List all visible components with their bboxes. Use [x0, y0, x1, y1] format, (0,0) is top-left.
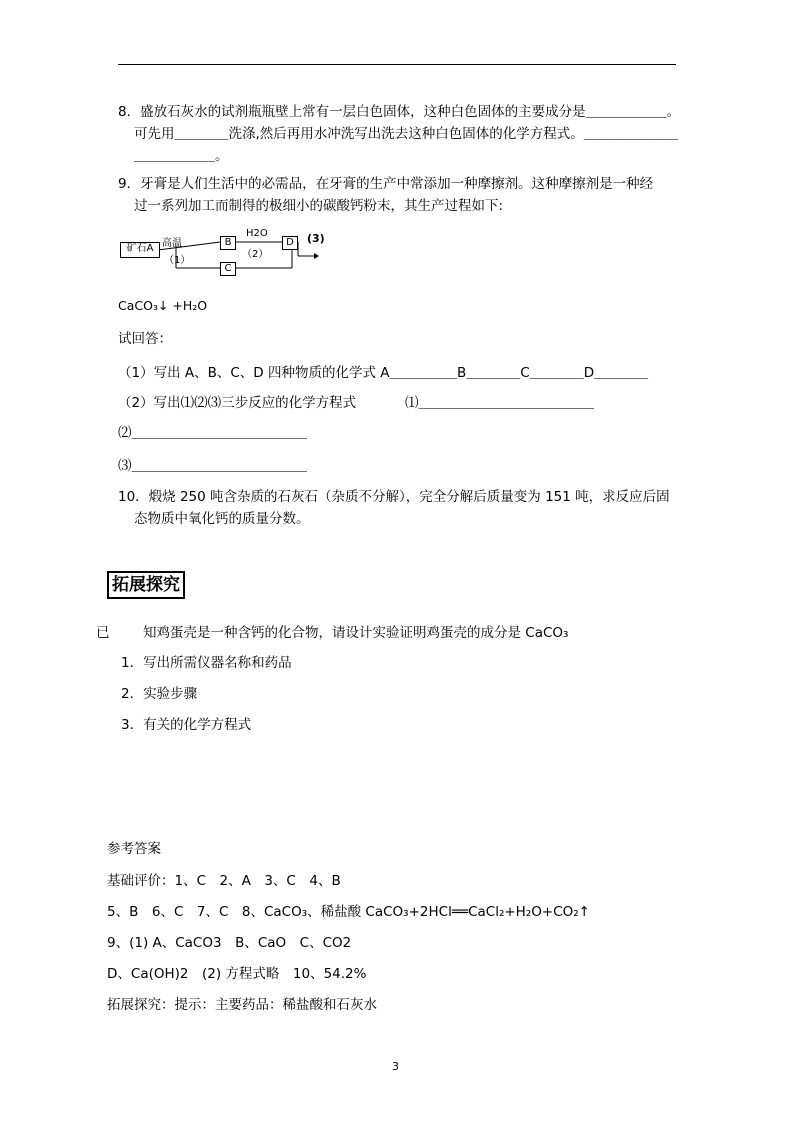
step3-label: (3)	[307, 232, 325, 245]
q10-line1: 10．煅烧 250 吨含杂质的石灰石（杂质不分解），完全分解后质量变为 151 吨，求反应后固	[118, 489, 670, 505]
page-number: 3	[392, 1060, 399, 1073]
step2-label: H2O	[246, 228, 268, 239]
explore-intro-prefix: 已	[96, 625, 110, 641]
q10-line2: 态物质中氧化钙的质量分数。	[134, 511, 310, 527]
product-line: CaCO₃↓ +H₂O	[118, 298, 208, 313]
step1-number: （1）	[164, 255, 191, 266]
answers-line2: 5、B 6、C 7、C 8、CaCO₃、稀盐酸 CaCO₃+2HCl══CaCl₂+H₂O+CO₂↑	[107, 904, 590, 920]
step1-label: 高温	[162, 238, 182, 249]
explore-item-3: 3．有关的化学方程式	[121, 717, 252, 733]
node-b: B	[220, 236, 236, 250]
q9-line1: 9．牙膏是人们生活中的必需品，在牙膏的生产中常添加一种摩擦剂。这种摩擦剂是一种经	[118, 176, 654, 192]
explore-item-2: 2．实验步骤	[121, 686, 198, 702]
step2-number: （2）	[242, 249, 269, 260]
header-rule	[118, 64, 676, 65]
q8-line2: 可先用＿＿＿＿洗涤,然后再用水冲洗写出洗去这种白色固体的化学方程式。＿＿＿＿＿＿＿	[134, 126, 679, 142]
q8-line3: ＿＿＿＿＿＿。	[134, 148, 229, 164]
answers-title: 参考答案	[107, 841, 161, 857]
q9-sub2-blank2: ⑵＿＿＿＿＿＿＿＿＿＿＿＿＿	[118, 425, 307, 441]
answers-line1: 基础评价：1、C 2、A 3、C 4、B	[107, 873, 341, 889]
q9-line2: 过一系列加工而制得的极细小的碳酸钙粉末，其生产过程如下:	[134, 198, 504, 214]
node-d: D	[282, 236, 298, 250]
try-answer-label: 试回答：	[118, 331, 172, 347]
explore-title-badge: 拓展探究	[107, 571, 185, 599]
explore-item-1: 1．写出所需仪器名称和药品	[121, 655, 292, 671]
q9-sub2: （2）写出⑴⑵⑶三步反应的化学方程式	[118, 395, 357, 411]
node-c: C	[220, 262, 236, 276]
node-ore-a: 矿石A	[120, 242, 160, 258]
explore-intro: 知鸡蛋壳是一种含钙的化合物，请设计实验证明鸡蛋壳的成分是 CaCO₃	[143, 625, 569, 641]
answers-line4: D、Ca(OH)2 (2) 方程式略 10、54.2%	[107, 966, 367, 982]
q9-sub2-blank3: ⑶＿＿＿＿＿＿＿＿＿＿＿＿＿	[118, 458, 307, 474]
q9-sub2-blank1: ⑴＿＿＿＿＿＿＿＿＿＿＿＿＿	[405, 395, 594, 411]
answers-line3: 9、(1) A、CaCO3 B、CaO C、CO2	[107, 935, 352, 951]
process-diagram	[118, 228, 338, 278]
q9-sub1: （1）写出 A、B、C、D 四种物质的化学式 A＿＿＿＿＿B＿＿＿＿C＿＿＿＿D＿＿＿＿	[118, 365, 649, 381]
answers-line5: 拓展探究：提示：主要药品：稀盐酸和石灰水	[107, 997, 377, 1013]
q8-line1: 8．盛放石灰水的试剂瓶瓶壁上常有一层白色固体，这种白色固体的主要成分是＿＿＿＿＿＿。	[118, 104, 681, 120]
